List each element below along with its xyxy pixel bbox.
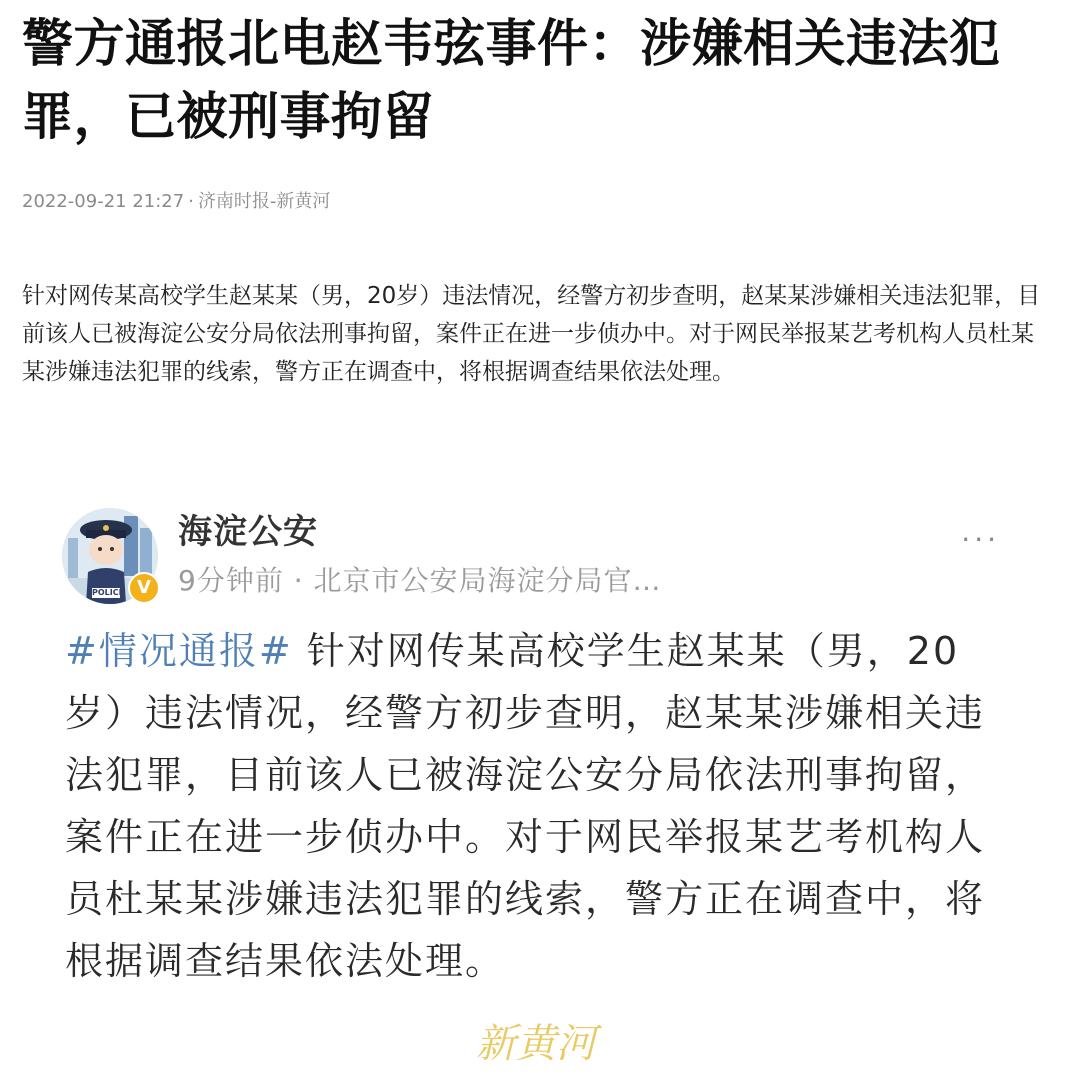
post-card bbox=[40, 480, 1020, 1086]
verified-badge-icon: V bbox=[128, 572, 160, 604]
article-title: 警方通报北电赵韦弦事件：涉嫌相关违法犯罪，已被刑事拘留 bbox=[22, 15, 1001, 147]
avatar[interactable] bbox=[62, 508, 158, 604]
article-source[interactable]: 济南时报-新黄河 bbox=[197, 191, 331, 212]
post-text bbox=[65, 620, 985, 992]
article-meta bbox=[22, 189, 330, 215]
account-name[interactable]: 海淀公安 bbox=[178, 512, 318, 552]
meta-separator: · bbox=[188, 191, 194, 212]
article bbox=[22, 0, 1047, 385]
post-body: 针对网传某高校学生赵某某（男，20岁）违法情况，经警方初步查明，赵某某涉嫌相关违法犯罪，目前该人已被海淀公安分局依法刑事拘留，案件正在进一步侦办中。对于网民举报某艺考机构人员杜某某涉嫌违法犯罪的线索，警方正在调查中，将根据调查结果依法处理。 bbox=[65, 629, 986, 983]
more-options-icon[interactable]: ··· bbox=[961, 523, 1000, 556]
avatar-badge-text: POLICE bbox=[92, 588, 125, 597]
article-body: 针对网传某高校学生赵某某（男，20岁）违法情况，经警方初步查明，赵某某涉嫌相关违法犯罪，目前该人已被海淀公安分局依法刑事拘留，案件正在进一步侦办中。对于网民举报某艺考机构人员杜某某涉嫌违法犯罪的线索，警方正在调查中，将根据调查结果依法处理。 bbox=[22, 283, 1041, 385]
publish-date: 2022-09-21 21:27 bbox=[22, 191, 185, 212]
xinhuanghe-watermark-logo bbox=[472, 1005, 602, 1071]
post-meta: 9分钟前 · 北京市公安局海淀分局官… bbox=[178, 564, 662, 597]
svg-text:新黄河: 新黄河 bbox=[476, 1021, 596, 1067]
hashtag-link[interactable]: #情况通报# bbox=[65, 629, 293, 673]
embedded-post-screenshot bbox=[0, 480, 1069, 1086]
